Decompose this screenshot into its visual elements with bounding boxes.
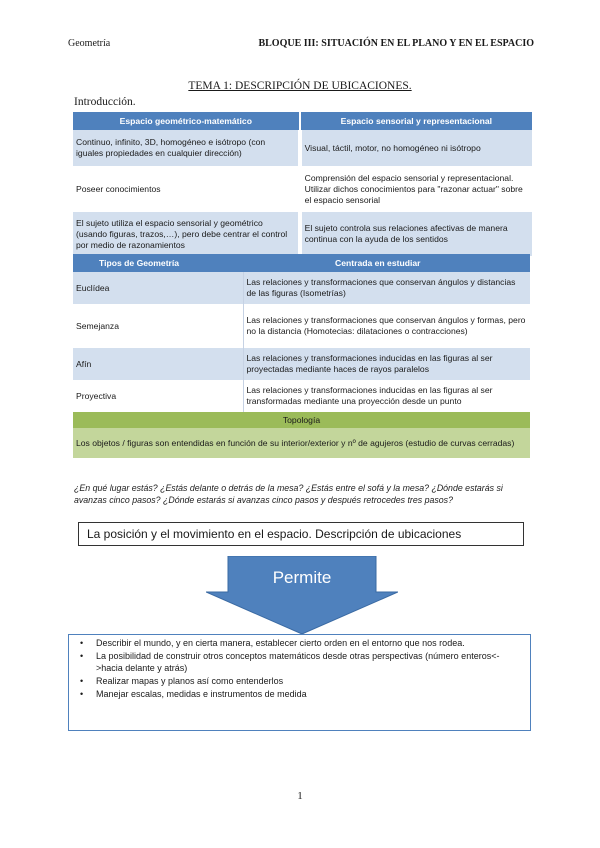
table-row bbox=[73, 166, 532, 212]
page-number: 1 bbox=[297, 790, 303, 802]
topology-text: Los objetos / figuras son entendidas en función de su interior/exterior y nº de agujeros (estudio de curvas cerradas) bbox=[73, 428, 530, 458]
table-cell: Visual, táctil, motor, no homogéneo ni isótropo bbox=[300, 130, 532, 166]
geometry-types-table bbox=[73, 254, 530, 458]
list-item: • Realizar mapas y planos así como entenderlos bbox=[79, 676, 522, 688]
table-cell: Las relaciones y transformaciones inducidas en las figuras al ser proyectadas mediante haces de rayos paralelos bbox=[243, 348, 530, 380]
outcomes-box bbox=[68, 634, 531, 731]
table-cell: Las relaciones y transformaciones que conservan ángulos y formas, pero no la distancia (Homotecias: dilataciones o contracciones) bbox=[243, 304, 530, 348]
list-item: • La posibilidad de construir otros conceptos matemáticos desde otras perspectivas (número enteros<->hacia delante y atrás) bbox=[79, 651, 522, 674]
table-row bbox=[73, 212, 532, 256]
topology-header-row bbox=[73, 412, 530, 428]
list-item: • Manejar escalas, medidas e instrumentos de medida bbox=[79, 689, 522, 701]
header-subject: Geometría bbox=[68, 38, 111, 49]
list-item: • Describir el mundo, y en cierta manera, establecer cierto orden en el entorno que nos rodea. bbox=[79, 638, 522, 650]
table-row bbox=[73, 348, 530, 380]
table-cell: Comprensión del espacio sensorial y representacional. Utilizar dichos conocimientos para "razonar actuar" sobre el espacio sensorial bbox=[300, 166, 532, 212]
page-title: TEMA 1: DESCRIPCIÓN DE UBICACIONES. bbox=[188, 80, 412, 92]
table-header-cell: Espacio geométrico-matemático bbox=[73, 112, 300, 130]
table-cell: Semejanza bbox=[73, 304, 243, 348]
guiding-questions: ¿En qué lugar estás? ¿Estás delante o detrás de la mesa? ¿Estás entre el sofá y la mesa? ¿Dónde estarás si avanzas cinco pasos? ¿Dónde estarás si avanzas cinco pasos y después retrocedes tres pasos? bbox=[74, 483, 503, 505]
table-cell: Proyectiva bbox=[73, 380, 243, 412]
table-header-row bbox=[73, 254, 530, 272]
outcomes-list bbox=[79, 638, 522, 700]
table-header-cell: Espacio sensorial y representacional bbox=[300, 112, 532, 130]
topology-header: Topología bbox=[73, 412, 530, 428]
table-cell: Las relaciones y transformaciones que conservan ángulos y distancias de las figuras (Isometrías) bbox=[243, 272, 530, 304]
table-cell: Euclídea bbox=[73, 272, 243, 304]
concept-box: La posición y el movimiento en el espacio. Descripción de ubicaciones bbox=[78, 522, 524, 546]
table-header-cell: Centrada en estudiar bbox=[243, 254, 530, 272]
intro-heading: Introducción. bbox=[74, 96, 136, 108]
table-row bbox=[73, 304, 530, 348]
space-comparison-table bbox=[73, 112, 532, 256]
table-cell: El sujeto controla sus relaciones afectivas de manera continua con la ayuda de los sentidos bbox=[300, 212, 532, 256]
table-cell: Continuo, infinito, 3D, homogéneo e isótropo (con iguales propiedades en cualquier dirección) bbox=[73, 130, 300, 166]
table-header-cell: Tipos de Geometría bbox=[73, 254, 243, 272]
table-row bbox=[73, 130, 532, 166]
table-header-row bbox=[73, 112, 532, 130]
arrow-label: Permite bbox=[272, 568, 332, 587]
header-block-title: BLOQUE III: SITUACIÓN EN EL PLANO Y EN EL ESPACIO bbox=[258, 38, 534, 49]
table-row bbox=[73, 272, 530, 304]
topology-row bbox=[73, 428, 530, 458]
table-row bbox=[73, 380, 530, 412]
table-cell: Afín bbox=[73, 348, 243, 380]
table-cell: Poseer conocimientos bbox=[73, 166, 300, 212]
table-cell: Las relaciones y transformaciones inducidas en las figuras al ser transformadas mediante una proyección desde un punto bbox=[243, 380, 530, 412]
table-cell: El sujeto utiliza el espacio sensorial y geométrico (usando figuras, trazos,…), pero debe centrar el control por medio de razonamientos bbox=[73, 212, 300, 256]
